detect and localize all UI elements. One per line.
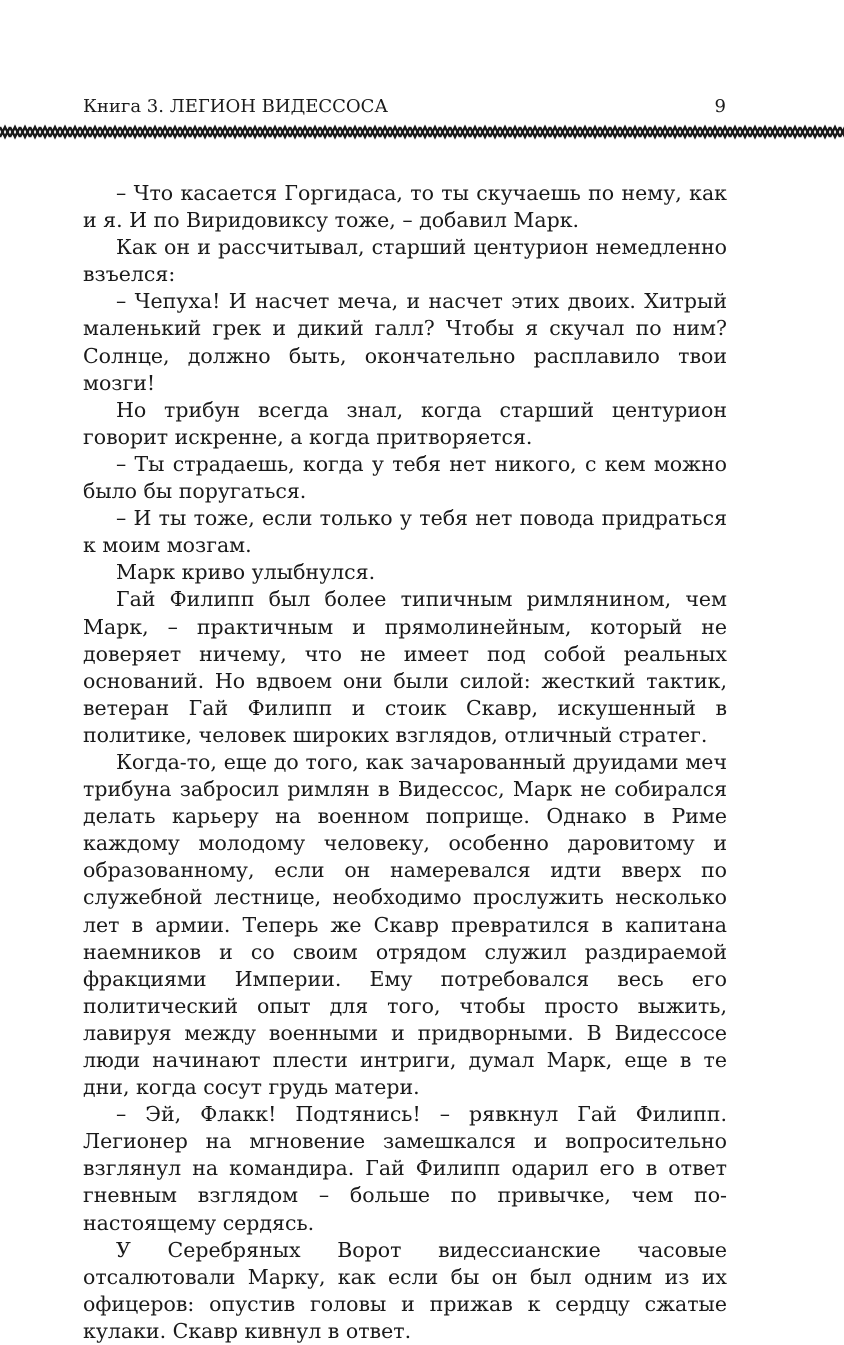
braid-ornament-divider <box>0 122 844 142</box>
running-head <box>83 96 726 118</box>
body-text <box>83 180 727 1345</box>
paragraph: Как он и рассчитывал, старший центурион немедленно взъелся: <box>83 235 727 287</box>
book-title: Книга 3. ЛЕГИОН ВИДЕССОСА <box>83 96 389 117</box>
paragraph: Марк криво улыбнулся. <box>116 560 376 585</box>
paragraph: – Ты страдаешь, когда у тебя нет никого, с кем можно было бы поругаться. <box>83 451 727 504</box>
paragraph: Но трибун всегда знал, когда старший центурион говорит искренне, а когда притворяется. <box>83 397 727 449</box>
paragraph: У Серебряных Ворот видессианские часовые отсалютовали Марку, как если бы он был одним из их офицеров: опустив головы и прижав к сердцу сжатые кулаки. Скавр кивнул в ответ. <box>83 1237 727 1343</box>
paragraph: – Чепуха! И насчет меча, и насчет этих двоих. Хитрый маленький грек и дикий галл? Чтобы я скучал по ним? Солнце, должно быть, окончательно расплавило твои мозги! <box>83 289 727 395</box>
paragraph: Когда-то, еще до того, как зачарованный друидами меч трибуна забросил римлян в Видессос, Марк не собирался делать карьеру на военном поприще. Однако в Риме каждому молодому человеку, особенно даровитому и образованному, если он намеревался идти вверх по служебной лестнице, необходимо прослужить несколько лет в армии. Теперь же Скавр превратился в капитана наемников и со своим отрядом служил раздираемой фракциями Империи. Ему потребовался весь его политический опыт для того, чтобы просто выжить, лавируя между военными и придворными. В Видессосе люди начинают плести интриги, думал Марк, еще в те дни, когда сосут грудь матери. <box>83 749 727 1100</box>
paragraph: – Что касается Горгидаса, то ты скучаешь по нему, как и я. И по Виридовиксу тоже, – добавил Марк. <box>83 181 727 233</box>
paragraph: – Эй, Флакк! Подтянись! – рявкнул Гай Филипп. Легионер на мгновение замешкался и вопросительно взглянул на командира. Гай Филипп одарил его в ответ гневным взглядом – больше по привычке, чем по-настоящему сердясь. <box>83 1102 727 1235</box>
page-number: 9 <box>714 96 726 117</box>
paragraph: – И ты тоже, если только у тебя нет повода придраться к моим мозгам. <box>83 506 727 558</box>
paragraph: Гай Филипп был более типичным римлянином, чем Марк, – практичным и прямолинейным, который не доверяет ничему, что не имеет под собой реальных оснований. Но вдвоем они были силой: жесткий тактик, ветеран Гай Филипп и стоик Скавр, искушенный в политике, человек широких взглядов, отличный стратег. <box>83 587 727 747</box>
